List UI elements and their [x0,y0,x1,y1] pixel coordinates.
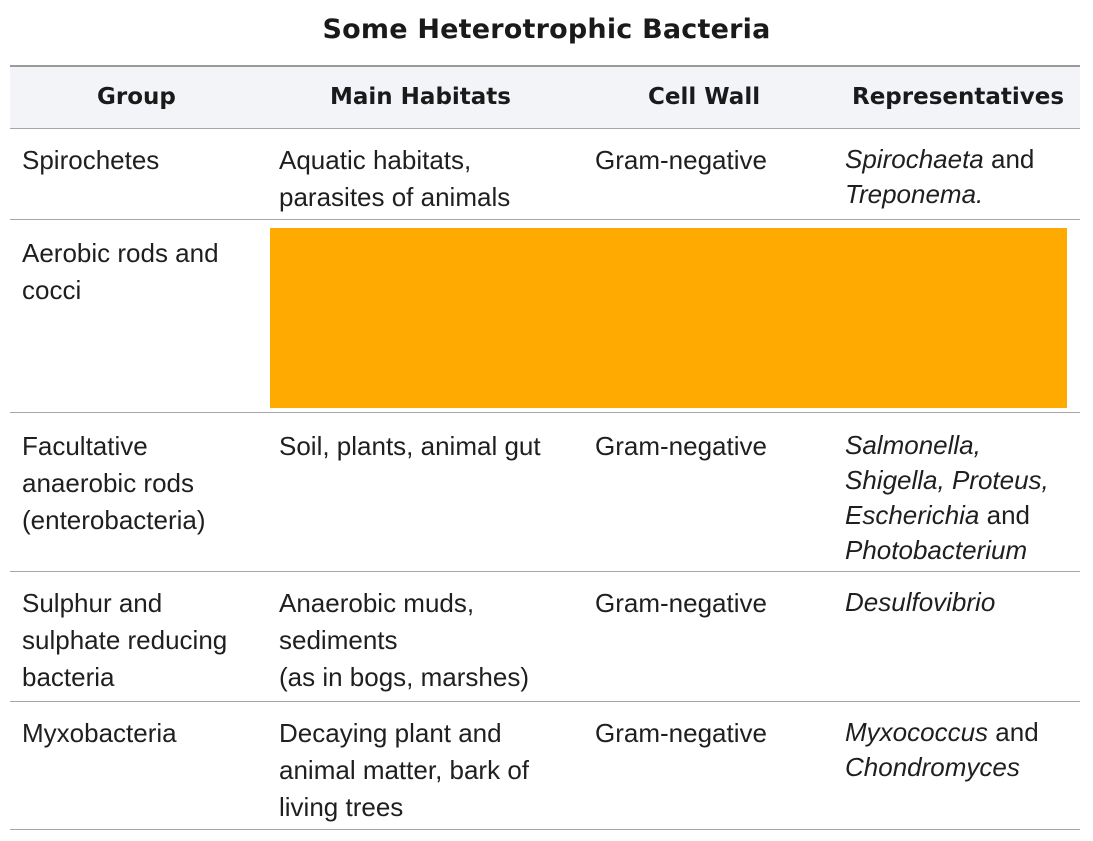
genus-name: Photobacterium [845,535,1028,565]
cell-wall-cell [595,715,767,752]
habitat-cell [279,428,541,465]
header-main-habitats: Main Habitats [330,84,511,110]
habitat-cell [279,715,529,826]
group-cell-line: cocci [22,275,82,305]
row-divider [10,412,1080,413]
group-cell-line: anaerobic rods [22,468,194,498]
group-cell-line: Sulphur and [22,588,163,618]
habitat-cell-line: living trees [279,792,404,822]
group-cell [22,715,177,752]
representatives-line [845,428,1049,463]
habitat-cell-line: animal matter, bark of [279,755,529,785]
habitat-cell-line: Anaerobic muds, [279,588,475,618]
representatives-line [845,498,1049,533]
connector-text: and [983,144,1035,174]
group-cell [22,428,206,539]
representatives-cell [845,142,1034,212]
cell-wall-value: Gram-negative [595,718,767,748]
header-bottom-rule [10,128,1080,129]
genus-name: Desulfovibrio [845,587,996,617]
habitat-cell [279,142,510,216]
group-cell-line: sulphate reducing [22,625,228,655]
header-cell-wall: Cell Wall [648,84,761,110]
genus-name: Escherichia [845,500,980,530]
representatives-line [845,750,1039,785]
group-cell-line: Spirochetes [22,145,160,175]
representatives-cell [845,715,1039,785]
habitat-cell-line: sediments [279,625,398,655]
representatives-cell [845,585,995,620]
habitat-cell [279,585,529,696]
habitat-cell-line: Soil, plants, animal gut [279,431,541,461]
representatives-line [845,463,1049,498]
genus-name: Salmonella, [845,430,981,460]
table-title: Some Heterotrophic Bacteria [322,14,771,45]
cell-wall-value: Gram-negative [595,588,767,618]
cell-wall-cell [595,142,767,179]
row-divider [10,701,1080,702]
header-group: Group [97,84,176,110]
group-cell-line: Facultative [22,431,148,461]
connector-text: and [988,717,1039,747]
group-cell-line: bacteria [22,662,115,692]
row-divider [10,219,1080,220]
redaction-block [270,228,1067,408]
representatives-line [845,533,1049,568]
habitat-cell-line: (as in bogs, marshes) [279,662,529,692]
group-cell-line: Aerobic rods and [22,238,219,268]
genus-name: Spirochaeta [845,144,984,174]
group-cell [22,585,227,696]
group-cell-line: (enterobacteria) [22,505,206,535]
row-divider [10,829,1080,830]
group-cell [22,142,159,179]
habitat-cell-line: Aquatic habitats, [279,145,472,175]
representatives-line [845,585,995,620]
genus-name: Chondromyces [845,752,1020,782]
genus-name: Shigella, Proteus, [845,465,1049,495]
header-representatives: Representatives [852,84,1065,110]
habitat-cell-line: parasites of animals [279,182,511,212]
cell-wall-cell [595,428,767,465]
cell-wall-cell [595,585,767,622]
representatives-line [845,142,1034,177]
representatives-line [845,177,1034,212]
row-divider [10,571,1080,572]
representatives-cell [845,428,1049,568]
representatives-line [845,715,1039,750]
group-cell-line: Myxobacteria [22,718,177,748]
connector-text: and [979,500,1031,530]
cell-wall-value: Gram-negative [595,431,767,461]
genus-name: Treponema. [845,179,984,209]
genus-name: Myxococcus [845,717,989,747]
cell-wall-value: Gram-negative [595,145,767,175]
habitat-cell-line: Decaying plant and [279,718,502,748]
group-cell [22,235,219,309]
